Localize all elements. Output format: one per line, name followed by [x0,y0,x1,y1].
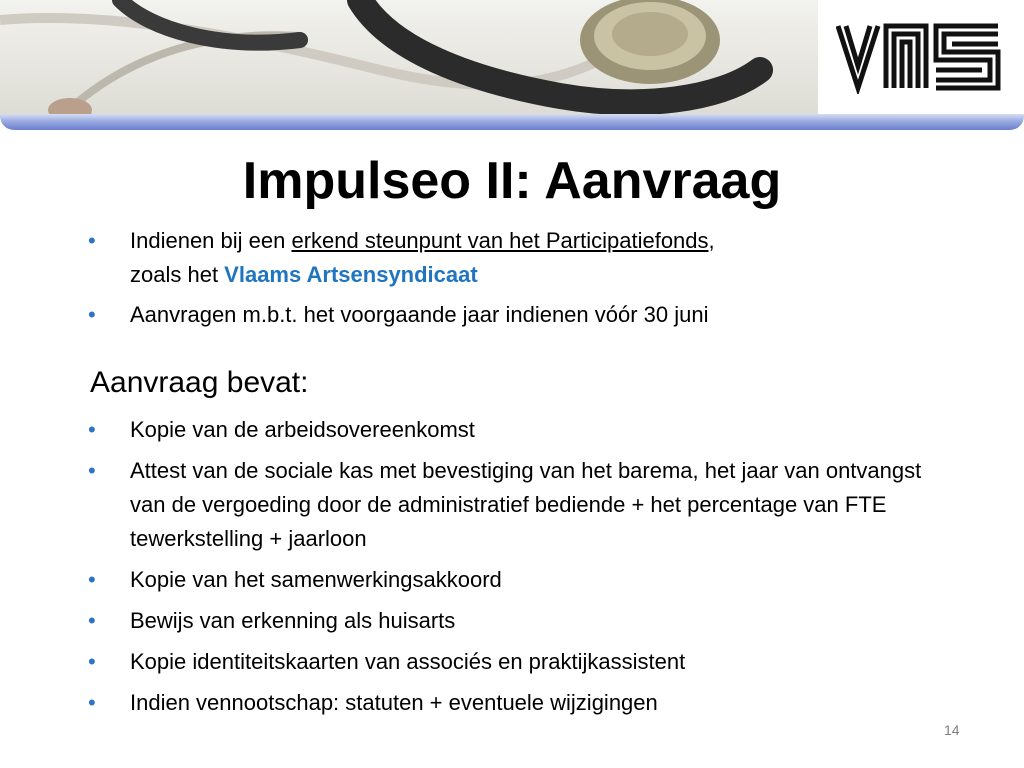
list-item: • Kopie van de arbeidsovereenkomst [130,413,950,447]
stethoscope-illustration [0,0,818,118]
banner-bar [0,114,1024,130]
list-item: • Kopie identiteitskaarten van associés en praktijkassistent [130,645,950,679]
list-item: • Kopie van het samenwerkingsakkoord [130,563,950,597]
bullet-item [130,298,950,332]
list-item: • Attest van de sociale kas met bevestiging van het barema, het jaar van ontvangst van de vergoeding door de administratief bediende + het percentage van FTE tewerkstelling + jaarloon [130,454,950,556]
page-number: 14 [944,722,960,738]
vlaams-artsensyndicaat-link[interactable]: Vlaams Artsensyndicaat [224,262,478,287]
section-heading: Aanvraag bevat: [90,366,309,399]
stethoscope-image [0,0,818,118]
bullet-text: zoals het [130,262,225,287]
bullet-text: Aanvragen m.b.t. het voorgaande jaar indienen vóór 30 juni [130,302,709,327]
list-item: • Bewijs van erkenning als huisarts [130,604,950,638]
vas-logo [836,22,1002,94]
participatiefonds-link[interactable]: erkend steunpunt van het Participatiefonds [291,228,709,253]
bullet-text: Indienen bij een [130,228,292,253]
list-item: • Indien vennootschap: statuten + eventuele wijzigingen [130,686,950,720]
bullet-text: , [708,228,715,253]
bullet-item [130,224,950,292]
header-banner [0,0,1024,132]
slide-title: Impulseo II: Aanvraag [242,152,782,210]
